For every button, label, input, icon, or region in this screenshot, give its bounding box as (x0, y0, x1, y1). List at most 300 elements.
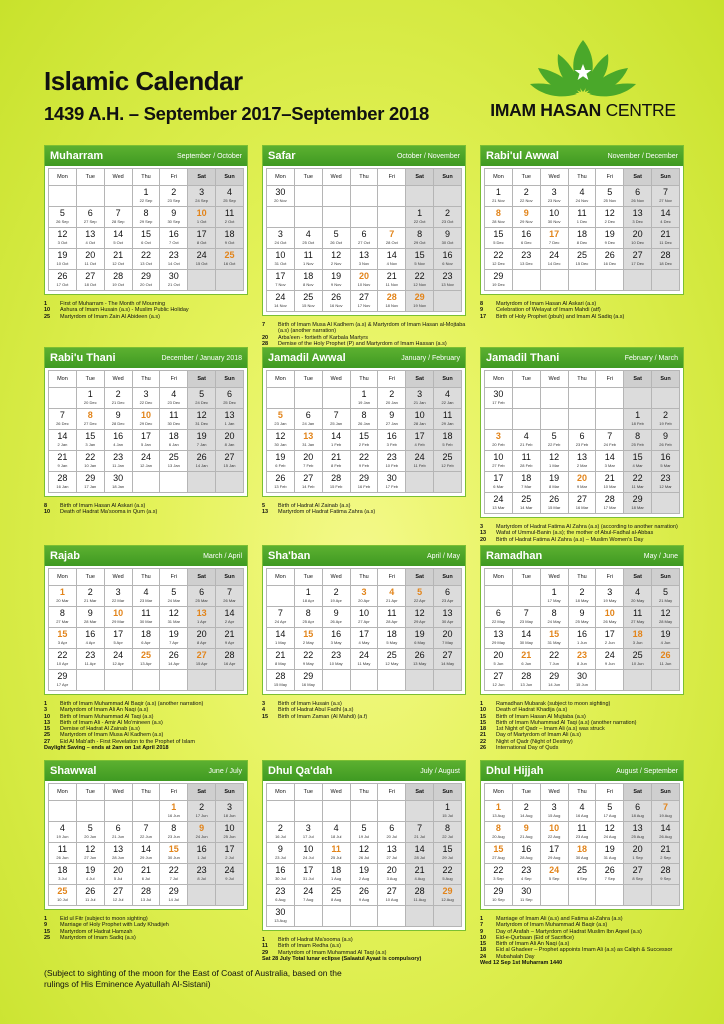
day-cell (406, 586, 434, 607)
event-day: 15 (262, 713, 269, 720)
day-cell (104, 607, 132, 628)
weekday-header: Thu (568, 169, 596, 186)
month-calendar (262, 760, 466, 931)
gregorian-date: 8 May (274, 661, 286, 666)
day-cell (188, 186, 216, 207)
gregorian-date: 8 Mar (548, 484, 560, 489)
weekday-header: Fri (160, 169, 188, 186)
event-text: Death of Hadrat Khadija (a.s) (496, 707, 568, 714)
hijri-day: 29 (303, 671, 314, 681)
week-row (49, 586, 244, 607)
week-row (267, 906, 462, 927)
day-cell (624, 249, 652, 270)
hijri-day: 8 (635, 431, 641, 441)
hijri-day: 7 (227, 587, 233, 597)
month-name: Jamadil Awwal (268, 352, 346, 364)
week-row (485, 822, 680, 843)
day-cell (216, 670, 244, 691)
gregorian-date: 5 Jul (113, 876, 123, 881)
gregorian-date: 10 Oct (56, 261, 69, 266)
day-cell (267, 228, 295, 249)
hijri-day: 12 (414, 608, 425, 618)
event-text: Birth of Imam Hasan Al Mujtaba (a.s) (496, 713, 586, 720)
hijri-day: 18 (386, 629, 397, 639)
hijri-day: 23 (113, 452, 124, 462)
weekday-header: Sun (652, 371, 680, 388)
weekday-header: Sat (188, 169, 216, 186)
hijri-day: 9 (663, 431, 669, 441)
gregorian-date: 2 Jan (57, 442, 68, 447)
day-cell (596, 801, 624, 822)
day-cell (596, 472, 624, 493)
gregorian-date: 6 Aug (275, 897, 286, 902)
gregorian-date: 27 Aug (492, 855, 505, 860)
day-cell (104, 822, 132, 843)
day-cell (216, 451, 244, 472)
day-cell (596, 388, 624, 409)
event-item (262, 950, 472, 956)
event-item (480, 537, 690, 543)
day-cell (485, 451, 513, 472)
hijri-day: 27 (386, 886, 397, 896)
week-row (485, 249, 680, 270)
day-cell (76, 472, 104, 493)
gregorian-date: 22 Oct (413, 219, 426, 224)
gregorian-date: 29 May (491, 640, 505, 645)
gregorian-date: 6 Dec (521, 240, 532, 245)
day-cell (652, 388, 680, 409)
hijri-day: 18 (442, 431, 453, 441)
day-cell (540, 885, 568, 906)
month-calendar (44, 760, 248, 910)
event-item (262, 509, 472, 515)
event-text: Marriage of Holy Prophet with Lady Khadijeh (60, 922, 169, 929)
day-cell (76, 607, 104, 628)
hijri-day: 15 (493, 229, 504, 239)
day-cell (350, 801, 378, 822)
weekday-header: Thu (350, 569, 378, 586)
day-cell (624, 228, 652, 249)
gregorian-date: 30 May (519, 640, 533, 645)
day-cell (406, 186, 434, 207)
month-calendar (44, 347, 248, 497)
month-header (481, 348, 683, 368)
weekday-header: Sun (216, 371, 244, 388)
day-cell (652, 472, 680, 493)
week-row (49, 885, 244, 906)
lotus-star-icon (478, 36, 688, 100)
hijri-day-highlighted: 8 (495, 823, 501, 833)
day-cell (294, 249, 322, 270)
hijri-day: 7 (663, 187, 669, 197)
weekday-header: Mon (485, 784, 513, 801)
hijri-day-highlighted: 10 (196, 208, 207, 218)
hijri-day: 28 (521, 671, 532, 681)
day-cell (485, 207, 513, 228)
hijri-day: 7 (333, 410, 339, 420)
day-cell (160, 628, 188, 649)
day-cell (434, 430, 462, 451)
day-cell (104, 249, 132, 270)
hijri-day-highlighted: 15 (493, 844, 504, 854)
day-cell (485, 628, 513, 649)
hijri-day: 6 (635, 187, 641, 197)
month-events (262, 701, 472, 720)
gregorian-date: 3 Feb (386, 442, 397, 447)
day-cell (132, 430, 160, 451)
hijri-day-highlighted: 25 (140, 650, 151, 660)
day-cell (378, 472, 406, 493)
week-row (485, 430, 680, 451)
week-row (49, 228, 244, 249)
event-day: 10 (44, 307, 51, 314)
event-day: 13 (44, 719, 51, 726)
week-row (485, 270, 680, 291)
day-cell (322, 291, 350, 312)
weekday-header: Fri (378, 784, 406, 801)
hijri-day: 24 (493, 494, 504, 504)
day-cell (267, 843, 295, 864)
weekday-header: Mon (485, 169, 513, 186)
gregorian-date: 9 Nov (330, 282, 342, 287)
event-day: 28 (262, 340, 269, 347)
moon-sighting-footnote: (Subject to sighting of the moon for the East of Coast of Australia, based on the rulings of His Eminence Ayatullah Al-Sistani) (44, 968, 342, 989)
hijri-day: 22 (85, 452, 96, 462)
day-cell (267, 649, 295, 670)
hijri-day: 6 (389, 823, 395, 833)
gregorian-date: 12 Jul (112, 897, 124, 902)
day-cell (434, 628, 462, 649)
hijri-day: 14 (521, 629, 532, 639)
hijri-day-highlighted: 25 (57, 886, 68, 896)
gregorian-date: 29 Aug (547, 855, 561, 860)
day-cell (378, 186, 406, 207)
event-item (262, 322, 472, 335)
hijri-day: 11 (521, 452, 531, 462)
hijri-day: 19 (358, 865, 369, 875)
hijri-day-highlighted: 15 (57, 629, 68, 639)
day-cell (596, 670, 624, 691)
gregorian-date: 3 Nov (358, 261, 370, 266)
week-row (485, 670, 680, 691)
hijri-day: 15 (442, 844, 453, 854)
gregorian-date: 3 Jul (58, 876, 67, 881)
day-cell (434, 843, 462, 864)
gregorian-date: 6 Jul (141, 876, 151, 881)
hijri-day: 25 (303, 292, 314, 302)
gregorian-date: 24 Jan (302, 421, 315, 426)
day-cell (378, 207, 406, 228)
month-calendar (262, 545, 466, 695)
day-cell (378, 607, 406, 628)
hijri-day: 8 (361, 410, 367, 420)
gregorian-date: 3 Jun (632, 640, 643, 645)
event-text: Birth of Hadrat Abul Fadhl (a.s) (278, 707, 354, 714)
day-cell (294, 885, 322, 906)
hijri-day: 12 (549, 452, 560, 462)
gregorian-date: 18 May (575, 598, 589, 603)
day-cell (624, 493, 652, 514)
gregorian-date: 25 Jun (223, 834, 236, 839)
day-cell (294, 472, 322, 493)
day-cell (322, 628, 350, 649)
day-cell (188, 409, 216, 430)
day-cell (350, 864, 378, 885)
gregorian-date: 30 Jan (274, 442, 287, 447)
hijri-day: 25 (521, 494, 532, 504)
gregorian-date: 18 Nov (385, 303, 399, 308)
hijri-day: 4 (579, 802, 585, 812)
day-cell (267, 670, 295, 691)
day-cell (350, 270, 378, 291)
event-item (44, 314, 254, 320)
month-header (45, 348, 247, 368)
hijri-day: 22 (57, 650, 68, 660)
day-cell (132, 649, 160, 670)
hijri-day: 26 (196, 452, 207, 462)
event-day: 1 (480, 916, 484, 922)
day-cell (568, 586, 596, 607)
month-calendar (480, 545, 684, 695)
gregorian-date: 1 Oct (196, 219, 207, 224)
day-cell (322, 801, 350, 822)
gregorian-date: 28 Jun (112, 855, 125, 860)
gregorian-date: 7 Oct (169, 240, 179, 245)
day-cell (652, 270, 680, 291)
hijri-day: 1 (361, 389, 367, 399)
weekday-header: Thu (568, 371, 596, 388)
gregorian-date: 13 Oct (140, 261, 152, 266)
gregorian-date: 10 May (329, 661, 343, 666)
event-day: 1 (262, 937, 266, 943)
hijri-day: 12 (660, 608, 671, 618)
event-day: 11 (262, 943, 268, 950)
day-cell (406, 270, 434, 291)
day-cell (512, 670, 540, 691)
page-subtitle: 1439 A.H. – September 2017–September 2018 (44, 103, 429, 124)
hijri-day: 12 (358, 844, 369, 854)
gregorian-date: 17 Apr (56, 682, 69, 687)
month-header (45, 546, 247, 566)
hijri-day: 7 (143, 823, 149, 833)
hijri-day: 24 (140, 452, 151, 462)
event-day: 17 (480, 313, 487, 320)
gregorian-date: 12 Feb (441, 463, 454, 468)
hijri-day: 19 (85, 865, 96, 875)
hijri-day: 21 (224, 629, 235, 639)
day-cell (188, 270, 216, 291)
event-day: 8 (480, 301, 484, 307)
hijri-day: 7 (277, 608, 283, 618)
day-cell (434, 207, 462, 228)
month-header (263, 146, 465, 166)
gregorian-date: 27 Mar (56, 619, 69, 624)
weekday-header: Thu (568, 784, 596, 801)
hijri-day: 30 (386, 473, 397, 483)
week-row (485, 586, 680, 607)
gregorian-months: August / September (616, 767, 678, 775)
gregorian-date: 1 Jun (577, 640, 587, 645)
month-name: Dhul Hijjah (486, 765, 544, 777)
gregorian-date: 5 Aug (442, 876, 453, 881)
gregorian-date: 25 Aug (631, 834, 644, 839)
gregorian-date: 6 Mar (493, 484, 504, 489)
hijri-day: 25 (168, 452, 179, 462)
hijri-day: 12 (57, 229, 68, 239)
day-cell (76, 843, 104, 864)
gregorian-date: 8 Dec (576, 240, 588, 245)
gregorian-date: 30 Jun (167, 855, 180, 860)
day-cell (49, 822, 77, 843)
hijri-day: 29 (85, 473, 96, 483)
event-day: 3 (44, 707, 48, 714)
gregorian-date: 23 Mar (139, 598, 153, 603)
day-cell (624, 586, 652, 607)
day-cell (76, 801, 104, 822)
day-cell (322, 885, 350, 906)
weekday-header: Mon (485, 569, 513, 586)
day-cell (76, 270, 104, 291)
day-cell (652, 822, 680, 843)
day-cell (294, 843, 322, 864)
day-cell (378, 843, 406, 864)
hijri-day: 25 (632, 650, 643, 660)
hijri-day-highlighted: 5 (417, 587, 423, 597)
day-cell (49, 607, 77, 628)
hijri-day: 14 (275, 629, 286, 639)
hijri-day-highlighted: 1 (171, 802, 177, 812)
month-grid (266, 783, 462, 927)
gregorian-date: 5 Nov (414, 261, 425, 266)
gregorian-date: 22 Sep (139, 198, 153, 203)
gregorian-date: 6 Sep (576, 876, 588, 881)
day-cell (652, 430, 680, 451)
day-cell (540, 607, 568, 628)
day-cell (652, 607, 680, 628)
gregorian-date: 11 Aug (413, 897, 426, 902)
day-cell (322, 451, 350, 472)
hijri-day: 29 (57, 671, 68, 681)
event-day: 1 (44, 701, 48, 707)
gregorian-date: 21 Aug (520, 834, 533, 839)
day-cell (160, 670, 188, 691)
hijri-day: 13 (85, 229, 96, 239)
weekday-header: Sun (216, 569, 244, 586)
day-cell (322, 207, 350, 228)
event-text: Eid ul Fitr (subject to moon sighting) (60, 916, 148, 922)
day-cell (76, 207, 104, 228)
day-cell (76, 451, 104, 472)
hijri-day: 5 (59, 208, 65, 218)
day-cell (512, 649, 540, 670)
day-cell (267, 451, 295, 472)
hijri-day: 27 (632, 865, 643, 875)
day-cell (512, 628, 540, 649)
day-cell (434, 885, 462, 906)
hijri-day: 29 (140, 271, 151, 281)
gregorian-date: 3 Mar (604, 463, 615, 468)
hijri-day: 20 (113, 865, 124, 875)
event-item (480, 314, 690, 320)
week-row (485, 409, 680, 430)
gregorian-date: 14 May (440, 661, 455, 666)
hijri-day: 19 (660, 629, 671, 639)
hijri-day: 13 (113, 844, 124, 854)
gregorian-date: 6 Oct (141, 240, 151, 245)
gregorian-date: 10 Mar (603, 484, 617, 489)
hijri-day: 30 (521, 886, 532, 896)
gregorian-date: 29 Jun (139, 855, 152, 860)
day-cell (322, 843, 350, 864)
gregorian-date: 2 May (302, 640, 314, 645)
hijri-day: 2 (389, 389, 395, 399)
hijri-day: 23 (196, 865, 207, 875)
gregorian-date: 20 Dec (83, 400, 97, 405)
month-calendar (262, 347, 466, 497)
gregorian-date: 24 Oct (274, 240, 287, 245)
gregorian-date: 19 Feb (659, 421, 672, 426)
day-cell (216, 409, 244, 430)
day-cell (406, 670, 434, 691)
day-cell (76, 409, 104, 430)
hijri-day: 1 (635, 410, 641, 420)
day-cell (652, 493, 680, 514)
hijri-day: 30 (493, 389, 504, 399)
gregorian-date: 15 Jul (442, 813, 453, 818)
day-cell (267, 186, 295, 207)
hijri-day: 16 (660, 452, 671, 462)
hijri-day: 2 (277, 823, 283, 833)
hijri-day: 9 (445, 229, 451, 239)
weekday-header: Mon (49, 569, 77, 586)
day-cell (160, 409, 188, 430)
day-cell (568, 649, 596, 670)
event-day: 21 (480, 732, 487, 739)
day-cell (350, 670, 378, 691)
gregorian-date: 22 Feb (547, 442, 561, 447)
gregorian-date: 16 Aug (575, 813, 589, 818)
weekday-header: Sat (406, 371, 434, 388)
day-cell (76, 228, 104, 249)
gregorian-date: 16 Feb (357, 484, 371, 489)
weekday-header: Sat (406, 784, 434, 801)
weekday-header: Wed (104, 169, 132, 186)
day-cell (378, 586, 406, 607)
gregorian-date: 15 May (273, 682, 287, 687)
gregorian-date: 1 Dec (576, 219, 588, 224)
gregorian-date: 11 Jul (85, 897, 96, 902)
day-cell (267, 801, 295, 822)
day-cell (624, 822, 652, 843)
day-cell (568, 493, 596, 514)
week-row (267, 291, 462, 312)
hijri-day: 1 (143, 187, 149, 197)
gregorian-date: 20 Apr (358, 598, 370, 603)
gregorian-date: 25 Jan (330, 421, 343, 426)
day-cell (485, 388, 513, 409)
gregorian-date: 12 Mar (659, 484, 672, 489)
weekday-header: Thu (350, 371, 378, 388)
weekday-header: Wed (540, 169, 568, 186)
imam-hasan-centre-logo (478, 36, 688, 126)
day-cell (49, 843, 77, 864)
day-cell (294, 207, 322, 228)
hijri-day: 8 (417, 229, 423, 239)
hijri-day: 20 (632, 229, 643, 239)
hijri-day: 1 (305, 587, 311, 597)
day-cell (216, 207, 244, 228)
day-cell (216, 430, 244, 451)
